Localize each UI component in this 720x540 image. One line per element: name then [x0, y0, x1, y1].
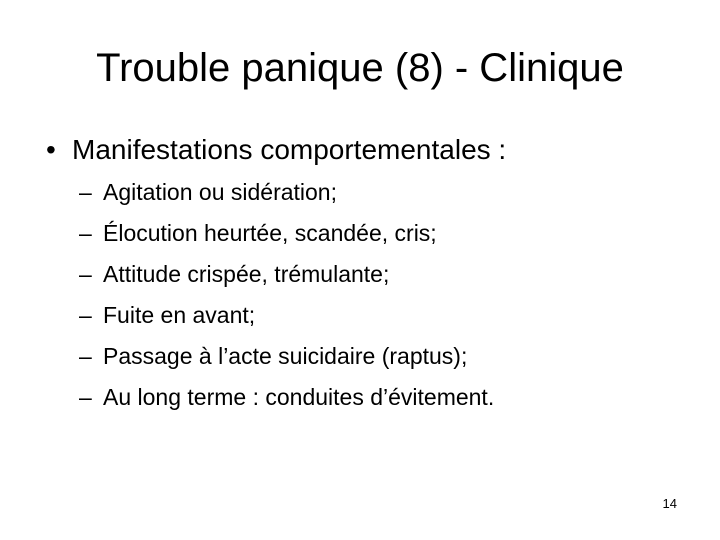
dash-marker: –	[79, 302, 92, 328]
dash-marker: –	[79, 343, 92, 369]
bullet-item	[46, 130, 506, 170]
slide-title: Trouble panique (8) - Clinique	[96, 46, 624, 90]
bullet-marker: •	[46, 134, 56, 165]
page-number: 14	[662, 496, 677, 511]
sub-bullet-item	[79, 254, 494, 295]
sub-bullet-text: Élocution heurtée, scandée, cris;	[103, 220, 437, 246]
dash-marker: –	[79, 179, 92, 205]
sub-bullet-text: Agitation ou sidération;	[103, 179, 337, 205]
sub-bullet-text: Fuite en avant;	[103, 302, 256, 328]
sub-bullet-item	[79, 377, 494, 418]
dash-marker: –	[79, 384, 92, 410]
dash-marker: –	[79, 220, 92, 246]
sub-bullet-text: Attitude crispée, trémulante;	[103, 261, 390, 287]
dash-marker: –	[79, 261, 92, 287]
sub-bullet-item	[79, 213, 494, 254]
sub-bullet-item	[79, 295, 494, 336]
sub-bullet-item	[79, 172, 494, 213]
sub-bullet-item	[79, 336, 494, 377]
sub-bullet-list	[79, 172, 494, 418]
sub-bullet-text: Passage à l’acte suicidaire (raptus);	[103, 343, 468, 369]
sub-bullet-text: Au long terme : conduites d’évitement.	[103, 384, 495, 410]
bullet-text: Manifestations comportementales :	[72, 134, 507, 165]
